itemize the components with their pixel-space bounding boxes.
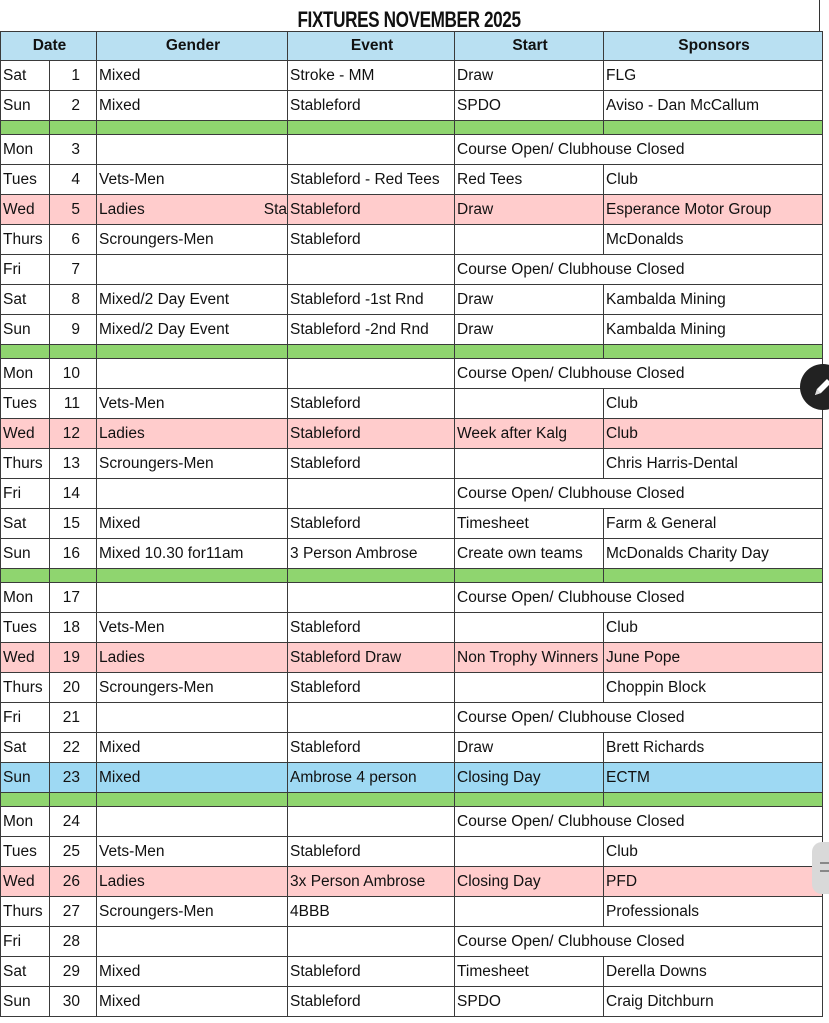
event-cell[interactable]: Stableford <box>288 509 455 539</box>
day-cell[interactable]: Thurs <box>1 897 50 927</box>
gender-text: Mixed <box>99 962 141 980</box>
date-number-cell[interactable]: 15 <box>50 509 97 539</box>
table-row <box>1 837 823 867</box>
sponsor-cell[interactable]: ECTM <box>604 763 823 793</box>
sponsor-cell[interactable]: Club <box>604 165 823 195</box>
sponsor-cell[interactable]: FLG <box>604 61 823 91</box>
start-cell[interactable]: Non Trophy Winners <box>455 643 604 673</box>
event-cell[interactable]: Stableford <box>288 225 455 255</box>
event-cell[interactable]: Stableford <box>288 195 455 225</box>
day-cell[interactable]: Wed <box>1 195 50 225</box>
date-number-cell[interactable]: 13 <box>50 449 97 479</box>
separator-cell <box>97 121 288 135</box>
table-row <box>1 359 823 389</box>
table-row <box>1 539 823 569</box>
start-cell[interactable] <box>455 613 604 643</box>
event-cell[interactable] <box>288 135 455 165</box>
separator-cell <box>288 793 455 807</box>
gender-cell[interactable] <box>97 315 288 345</box>
event-cell[interactable]: 4BBB <box>288 897 455 927</box>
date-number-cell[interactable]: 16 <box>50 539 97 569</box>
header-event[interactable]: Event <box>288 32 455 61</box>
separator-cell <box>1 569 50 583</box>
closed-notice-cell[interactable]: Course Open/ Clubhouse Closed <box>455 703 823 733</box>
table-row <box>1 419 823 449</box>
gender-cell[interactable] <box>97 91 288 121</box>
gender-overflow-text: Sta <box>263 201 288 218</box>
separator-cell <box>50 569 97 583</box>
scroll-handle[interactable] <box>812 842 829 894</box>
day-cell[interactable]: Tues <box>1 165 50 195</box>
closed-notice-cell[interactable]: Course Open/ Clubhouse Closed <box>455 807 823 837</box>
table-row <box>1 285 823 315</box>
start-cell[interactable]: Closing Day <box>455 867 604 897</box>
table-row <box>1 135 823 165</box>
header-row <box>1 32 823 61</box>
header-start[interactable]: Start <box>455 32 604 61</box>
date-number-cell[interactable]: 27 <box>50 897 97 927</box>
day-cell[interactable]: Sat <box>1 285 50 315</box>
separator-cell <box>455 121 604 135</box>
event-cell[interactable]: Stableford <box>288 957 455 987</box>
gender-text: Mixed <box>99 992 141 1010</box>
date-number-cell[interactable]: 3 <box>50 135 97 165</box>
day-cell[interactable]: Sat <box>1 733 50 763</box>
start-cell[interactable]: Draw <box>455 315 604 345</box>
sponsor-cell[interactable]: Club <box>604 837 823 867</box>
gender-cell[interactable] <box>97 807 288 837</box>
date-number-cell[interactable]: 19 <box>50 643 97 673</box>
sponsor-cell[interactable]: Farm & General <box>604 509 823 539</box>
gender-cell[interactable] <box>97 255 288 285</box>
sponsor-cell[interactable]: Derella Downs <box>604 957 823 987</box>
date-number-cell[interactable]: 22 <box>50 733 97 763</box>
start-cell[interactable]: SPDO <box>455 91 604 121</box>
event-cell[interactable] <box>288 255 455 285</box>
start-cell[interactable] <box>455 389 604 419</box>
sponsor-cell[interactable]: Kambalda Mining <box>604 285 823 315</box>
separator-cell <box>50 121 97 135</box>
gender-text: Mixed <box>99 738 141 756</box>
gender-cell[interactable] <box>97 897 288 927</box>
day-cell[interactable]: Mon <box>1 807 50 837</box>
date-number-cell[interactable]: 28 <box>50 927 97 957</box>
event-cell[interactable] <box>288 479 455 509</box>
date-number-cell[interactable]: 30 <box>50 987 97 1017</box>
gender-text: Ladies <box>99 648 145 666</box>
date-number-cell[interactable]: 20 <box>50 673 97 703</box>
day-cell[interactable]: Mon <box>1 135 50 165</box>
table-row <box>1 673 823 703</box>
table-row <box>1 583 823 613</box>
drag-handle-icon <box>820 862 829 864</box>
start-cell[interactable]: Closing Day <box>455 763 604 793</box>
gender-cell[interactable] <box>97 867 288 897</box>
table-row <box>1 389 823 419</box>
separator-cell <box>604 121 823 135</box>
start-cell[interactable]: Timesheet <box>455 509 604 539</box>
date-number-cell[interactable]: 5 <box>50 195 97 225</box>
gender-cell[interactable] <box>97 225 288 255</box>
date-number-cell[interactable]: 17 <box>50 583 97 613</box>
day-cell[interactable]: Fri <box>1 479 50 509</box>
gender-cell[interactable] <box>97 539 288 569</box>
gender-cell[interactable] <box>97 583 288 613</box>
gender-text: Mixed <box>99 66 141 84</box>
table-row <box>1 897 823 927</box>
week-separator <box>1 569 823 583</box>
event-cell[interactable]: Stableford - Red Tees <box>288 165 455 195</box>
day-cell[interactable]: Mon <box>1 359 50 389</box>
day-cell[interactable]: Tues <box>1 389 50 419</box>
separator-cell <box>604 345 823 359</box>
gender-cell[interactable] <box>97 419 288 449</box>
gender-cell[interactable] <box>97 703 288 733</box>
sponsor-cell[interactable]: Aviso - Dan McCallum <box>604 91 823 121</box>
gender-text: Scroungers-Men <box>99 902 214 920</box>
sponsor-cell[interactable]: Professionals <box>604 897 823 927</box>
gender-cell[interactable] <box>97 927 288 957</box>
gender-text: Scroungers-Men <box>99 678 214 696</box>
gender-cell[interactable] <box>97 359 288 389</box>
table-row <box>1 509 823 539</box>
pencil-icon <box>812 376 829 398</box>
separator-cell <box>455 345 604 359</box>
table-row <box>1 479 823 509</box>
separator-cell <box>455 793 604 807</box>
event-cell[interactable] <box>288 359 455 389</box>
start-cell[interactable] <box>455 673 604 703</box>
gender-text: Ladies <box>99 200 145 218</box>
gender-cell[interactable] <box>97 195 288 225</box>
day-cell[interactable]: Fri <box>1 927 50 957</box>
closed-notice-cell[interactable]: Course Open/ Clubhouse Closed <box>455 359 823 389</box>
day-cell[interactable]: Fri <box>1 255 50 285</box>
sponsor-cell[interactable]: Esperance Motor Group <box>604 195 823 225</box>
table-row <box>1 643 823 673</box>
separator-cell <box>1 121 50 135</box>
separator-cell <box>455 569 604 583</box>
day-cell[interactable]: Sat <box>1 509 50 539</box>
date-number-cell[interactable]: 7 <box>50 255 97 285</box>
day-cell[interactable]: Tues <box>1 613 50 643</box>
day-cell[interactable]: Sat <box>1 61 50 91</box>
date-number-cell[interactable]: 1 <box>50 61 97 91</box>
event-cell[interactable]: Stroke - MM <box>288 61 455 91</box>
table-row <box>1 807 823 837</box>
day-cell[interactable]: Sun <box>1 91 50 121</box>
separator-cell <box>604 793 823 807</box>
event-cell[interactable]: Stableford <box>288 837 455 867</box>
event-cell[interactable]: Stableford <box>288 613 455 643</box>
header-date[interactable]: Date <box>1 32 97 61</box>
date-number-cell[interactable]: 24 <box>50 807 97 837</box>
day-cell[interactable]: Wed <box>1 643 50 673</box>
day-cell[interactable]: Wed <box>1 419 50 449</box>
fixtures-table <box>0 31 823 1017</box>
start-cell[interactable] <box>455 897 604 927</box>
gender-text: Mixed/2 Day Event <box>99 320 230 338</box>
fixtures-body <box>1 61 823 1017</box>
gender-text: Mixed 10.30 for11am <box>99 544 244 562</box>
start-cell[interactable]: Draw <box>455 61 604 91</box>
event-cell[interactable]: Stableford <box>288 91 455 121</box>
table-row <box>1 165 823 195</box>
date-number-cell[interactable]: 29 <box>50 957 97 987</box>
event-cell[interactable]: Stableford Draw <box>288 643 455 673</box>
event-cell[interactable]: 3 Person Ambrose <box>288 539 455 569</box>
sponsor-cell[interactable]: PFD <box>604 867 823 897</box>
sheet-title-text: FIXTURES NOVEMBER 2025 <box>297 7 522 32</box>
date-number-cell[interactable]: 4 <box>50 165 97 195</box>
day-cell[interactable]: Sat <box>1 957 50 987</box>
gender-text: Mixed <box>99 96 141 114</box>
table-row <box>1 927 823 957</box>
week-separator <box>1 121 823 135</box>
gender-text: Vets-Men <box>99 842 165 860</box>
sponsor-cell[interactable]: McDonalds Charity Day <box>604 539 823 569</box>
start-cell[interactable]: Draw <box>455 733 604 763</box>
date-number-cell[interactable]: 10 <box>50 359 97 389</box>
event-cell[interactable]: Stableford -2nd Rnd <box>288 315 455 345</box>
date-number-cell[interactable]: 14 <box>50 479 97 509</box>
gender-cell[interactable] <box>97 509 288 539</box>
start-cell[interactable]: Draw <box>455 195 604 225</box>
sponsor-cell[interactable]: Kambalda Mining <box>604 315 823 345</box>
closed-notice-cell[interactable]: Course Open/ Clubhouse Closed <box>455 583 823 613</box>
gender-cell[interactable] <box>97 479 288 509</box>
separator-cell <box>97 569 288 583</box>
sponsor-cell[interactable]: Club <box>604 613 823 643</box>
start-cell[interactable]: SPDO <box>455 987 604 1017</box>
header-gender[interactable]: Gender <box>97 32 288 61</box>
table-row <box>1 703 823 733</box>
date-number-cell[interactable]: 21 <box>50 703 97 733</box>
separator-cell <box>1 793 50 807</box>
day-cell[interactable]: Fri <box>1 703 50 733</box>
gender-cell[interactable] <box>97 135 288 165</box>
gender-text: Vets-Men <box>99 170 165 188</box>
gender-cell[interactable] <box>97 389 288 419</box>
day-cell[interactable]: Mon <box>1 583 50 613</box>
separator-cell <box>604 569 823 583</box>
sponsor-cell[interactable]: Choppin Block <box>604 673 823 703</box>
date-number-cell[interactable]: 25 <box>50 837 97 867</box>
date-number-cell[interactable]: 9 <box>50 315 97 345</box>
separator-cell <box>97 793 288 807</box>
start-cell[interactable]: Week after Kalg <box>455 419 604 449</box>
gender-text: Scroungers-Men <box>99 454 214 472</box>
date-number-cell[interactable]: 12 <box>50 419 97 449</box>
start-cell[interactable]: Create own teams <box>455 539 604 569</box>
event-cell[interactable]: Stableford <box>288 673 455 703</box>
event-cell[interactable]: Stableford <box>288 389 455 419</box>
start-cell[interactable] <box>455 837 604 867</box>
sponsor-cell[interactable]: Club <box>604 419 823 449</box>
gender-text: Mixed <box>99 514 141 532</box>
gender-cell[interactable] <box>97 449 288 479</box>
gender-cell[interactable] <box>97 987 288 1017</box>
day-cell[interactable]: Sun <box>1 539 50 569</box>
table-row <box>1 315 823 345</box>
week-separator <box>1 793 823 807</box>
gender-cell[interactable] <box>97 673 288 703</box>
separator-cell <box>50 345 97 359</box>
event-cell[interactable]: 3x Person Ambrose <box>288 867 455 897</box>
event-cell[interactable]: Ambrose 4 person <box>288 763 455 793</box>
table-row <box>1 733 823 763</box>
gender-cell[interactable] <box>97 957 288 987</box>
start-cell[interactable]: Draw <box>455 285 604 315</box>
sheet-title <box>0 0 820 32</box>
event-cell[interactable]: Stableford <box>288 733 455 763</box>
day-cell[interactable]: Sun <box>1 763 50 793</box>
sponsor-cell[interactable]: Craig Ditchburn <box>604 987 823 1017</box>
event-cell[interactable] <box>288 927 455 957</box>
gender-cell[interactable] <box>97 285 288 315</box>
day-cell[interactable]: Thurs <box>1 449 50 479</box>
table-row <box>1 867 823 897</box>
date-number-cell[interactable]: 26 <box>50 867 97 897</box>
event-cell[interactable]: Stableford -1st Rnd <box>288 285 455 315</box>
gender-text: Ladies <box>99 424 145 442</box>
sponsor-cell[interactable]: June Pope <box>604 643 823 673</box>
separator-cell <box>288 569 455 583</box>
table-row <box>1 987 823 1017</box>
event-cell[interactable]: Stableford <box>288 987 455 1017</box>
week-separator <box>1 345 823 359</box>
table-row <box>1 225 823 255</box>
closed-notice-cell[interactable]: Course Open/ Clubhouse Closed <box>455 135 823 165</box>
gender-text: Vets-Men <box>99 618 165 636</box>
table-row <box>1 449 823 479</box>
day-cell[interactable]: Wed <box>1 867 50 897</box>
gender-cell[interactable] <box>97 643 288 673</box>
date-number-cell[interactable]: 6 <box>50 225 97 255</box>
event-cell[interactable] <box>288 703 455 733</box>
table-row <box>1 61 823 91</box>
gender-text: Scroungers-Men <box>99 230 214 248</box>
closed-notice-cell[interactable]: Course Open/ Clubhouse Closed <box>455 255 823 285</box>
gender-cell[interactable] <box>97 165 288 195</box>
sponsor-cell[interactable]: Brett Richards <box>604 733 823 763</box>
date-number-cell[interactable]: 2 <box>50 91 97 121</box>
table-row <box>1 957 823 987</box>
gender-cell[interactable] <box>97 733 288 763</box>
closed-notice-cell[interactable]: Course Open/ Clubhouse Closed <box>455 479 823 509</box>
gender-cell[interactable] <box>97 763 288 793</box>
day-cell[interactable]: Tues <box>1 837 50 867</box>
date-number-cell[interactable]: 23 <box>50 763 97 793</box>
sponsor-cell[interactable]: Club <box>604 389 823 419</box>
gender-cell[interactable] <box>97 613 288 643</box>
separator-cell <box>288 345 455 359</box>
event-cell[interactable] <box>288 807 455 837</box>
separator-cell <box>50 793 97 807</box>
separator-cell <box>288 121 455 135</box>
day-cell[interactable]: Thurs <box>1 225 50 255</box>
start-cell[interactable]: Red Tees <box>455 165 604 195</box>
start-cell[interactable]: Timesheet <box>455 957 604 987</box>
separator-cell <box>1 345 50 359</box>
table-row <box>1 613 823 643</box>
gender-cell[interactable] <box>97 837 288 867</box>
closed-notice-cell[interactable]: Course Open/ Clubhouse Closed <box>455 927 823 957</box>
date-number-cell[interactable]: 18 <box>50 613 97 643</box>
gender-cell[interactable] <box>97 61 288 91</box>
table-row <box>1 195 823 225</box>
table-row <box>1 763 823 793</box>
event-cell[interactable] <box>288 583 455 613</box>
date-number-cell[interactable]: 8 <box>50 285 97 315</box>
gender-text: Mixed/2 Day Event <box>99 290 230 308</box>
gender-text: Ladies <box>99 872 145 890</box>
gender-text: Vets-Men <box>99 394 165 412</box>
day-cell[interactable]: Sun <box>1 987 50 1017</box>
table-row <box>1 255 823 285</box>
start-cell[interactable] <box>455 449 604 479</box>
sponsor-cell[interactable]: Chris Harris-Dental <box>604 449 823 479</box>
event-cell[interactable]: Stableford <box>288 449 455 479</box>
date-number-cell[interactable]: 11 <box>50 389 97 419</box>
gender-text: Mixed <box>99 768 141 786</box>
header-sponsors[interactable]: Sponsors <box>604 32 823 61</box>
event-cell[interactable]: Stableford <box>288 419 455 449</box>
separator-cell <box>97 345 288 359</box>
day-cell[interactable]: Sun <box>1 315 50 345</box>
start-cell[interactable] <box>455 225 604 255</box>
day-cell[interactable]: Thurs <box>1 673 50 703</box>
table-row <box>1 91 823 121</box>
sponsor-cell[interactable]: McDonalds <box>604 225 823 255</box>
